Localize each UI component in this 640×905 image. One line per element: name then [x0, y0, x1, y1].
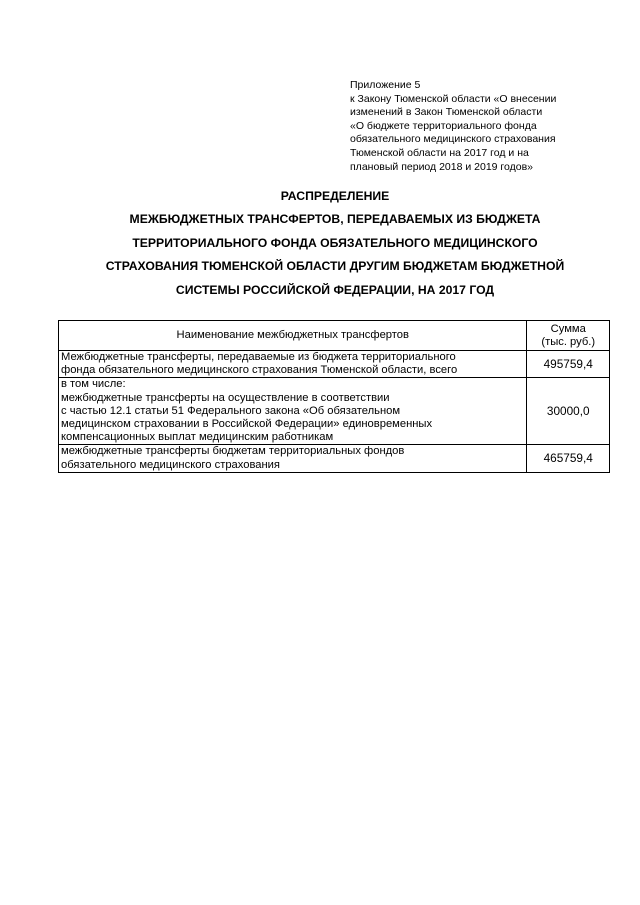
- appendix-line: изменений в Закон Тюменской области: [350, 106, 543, 119]
- title-line: СИСТЕМЫ РОССИЙСКОЙ ФЕДЕРАЦИИ, НА 2017 ГОД: [175, 282, 495, 297]
- row-name: [59, 445, 527, 472]
- row-sum: 495759,4: [527, 351, 610, 378]
- appendix-note: [350, 79, 610, 174]
- table-row: [59, 351, 610, 378]
- row-name-line: межбюджетные трансферты на осуществление в соответствии: [61, 391, 390, 404]
- table-row: [59, 378, 610, 445]
- title-line: СТРАХОВАНИЯ ТЮМЕНСКОЙ ОБЛАСТИ ДРУГИМ БЮДЖЕТАМ БЮДЖЕТНОЙ: [105, 259, 565, 274]
- row-name-line: обязательного медицинского страхования: [61, 458, 280, 471]
- header-sum: [527, 321, 610, 351]
- title-line: МЕЖБЮДЖЕТНЫХ ТРАНСФЕРТОВ, ПЕРЕДАВАЕМЫХ ИЗ БЮДЖЕТА: [129, 212, 541, 227]
- header-sum-line2: (тыс. руб.): [541, 335, 596, 348]
- document-title: [40, 185, 630, 302]
- row-sum: 465759,4: [527, 445, 610, 472]
- title-line: РАСПРЕДЕЛЕНИЕ: [280, 189, 390, 203]
- title-line: ТЕРРИТОРИАЛЬНОГО ФОНДА ОБЯЗАТЕЛЬНОГО МЕДИЦИНСКОГО: [132, 235, 538, 250]
- table-row: [59, 445, 610, 472]
- appendix-line: «О бюджете территориального фонда: [350, 119, 537, 132]
- appendix-line: Тюменской области на 2017 год и на: [350, 146, 529, 159]
- appendix-line: обязательного медицинского страхования: [350, 133, 556, 146]
- row-sum: 30000,0: [527, 378, 610, 445]
- table-header-row: [59, 321, 610, 351]
- row-name-line: фонда обязательного медицинского страхования Тюменской области, всего: [61, 364, 458, 377]
- row-name-line: межбюджетные трансферты бюджетам территориальных фондов: [61, 445, 405, 458]
- appendix-line: к Закону Тюменской области «О внесении: [350, 92, 557, 105]
- header-name: Наименование межбюджетных трансфертов: [59, 321, 527, 351]
- header-sum-line1: Сумма: [550, 322, 586, 335]
- transfers-table: [58, 320, 610, 473]
- row-name-line: Межбюджетные трансферты, передаваемые из бюджета территориального: [61, 351, 456, 363]
- row-name-line: медицинском страховании в Российской Федерации» единовременных: [61, 418, 433, 431]
- row-name-line: в том числе:: [61, 378, 126, 391]
- row-name-line: с частью 12.1 статьи 51 Федерального закона «Об обязательном: [61, 404, 401, 417]
- row-name: [59, 351, 527, 378]
- row-name: [59, 378, 527, 445]
- appendix-line: плановый период 2018 и 2019 годов»: [350, 160, 534, 173]
- row-name-line: компенсационных выплат медицинским работникам: [61, 431, 334, 444]
- appendix-line: Приложение 5: [350, 79, 421, 91]
